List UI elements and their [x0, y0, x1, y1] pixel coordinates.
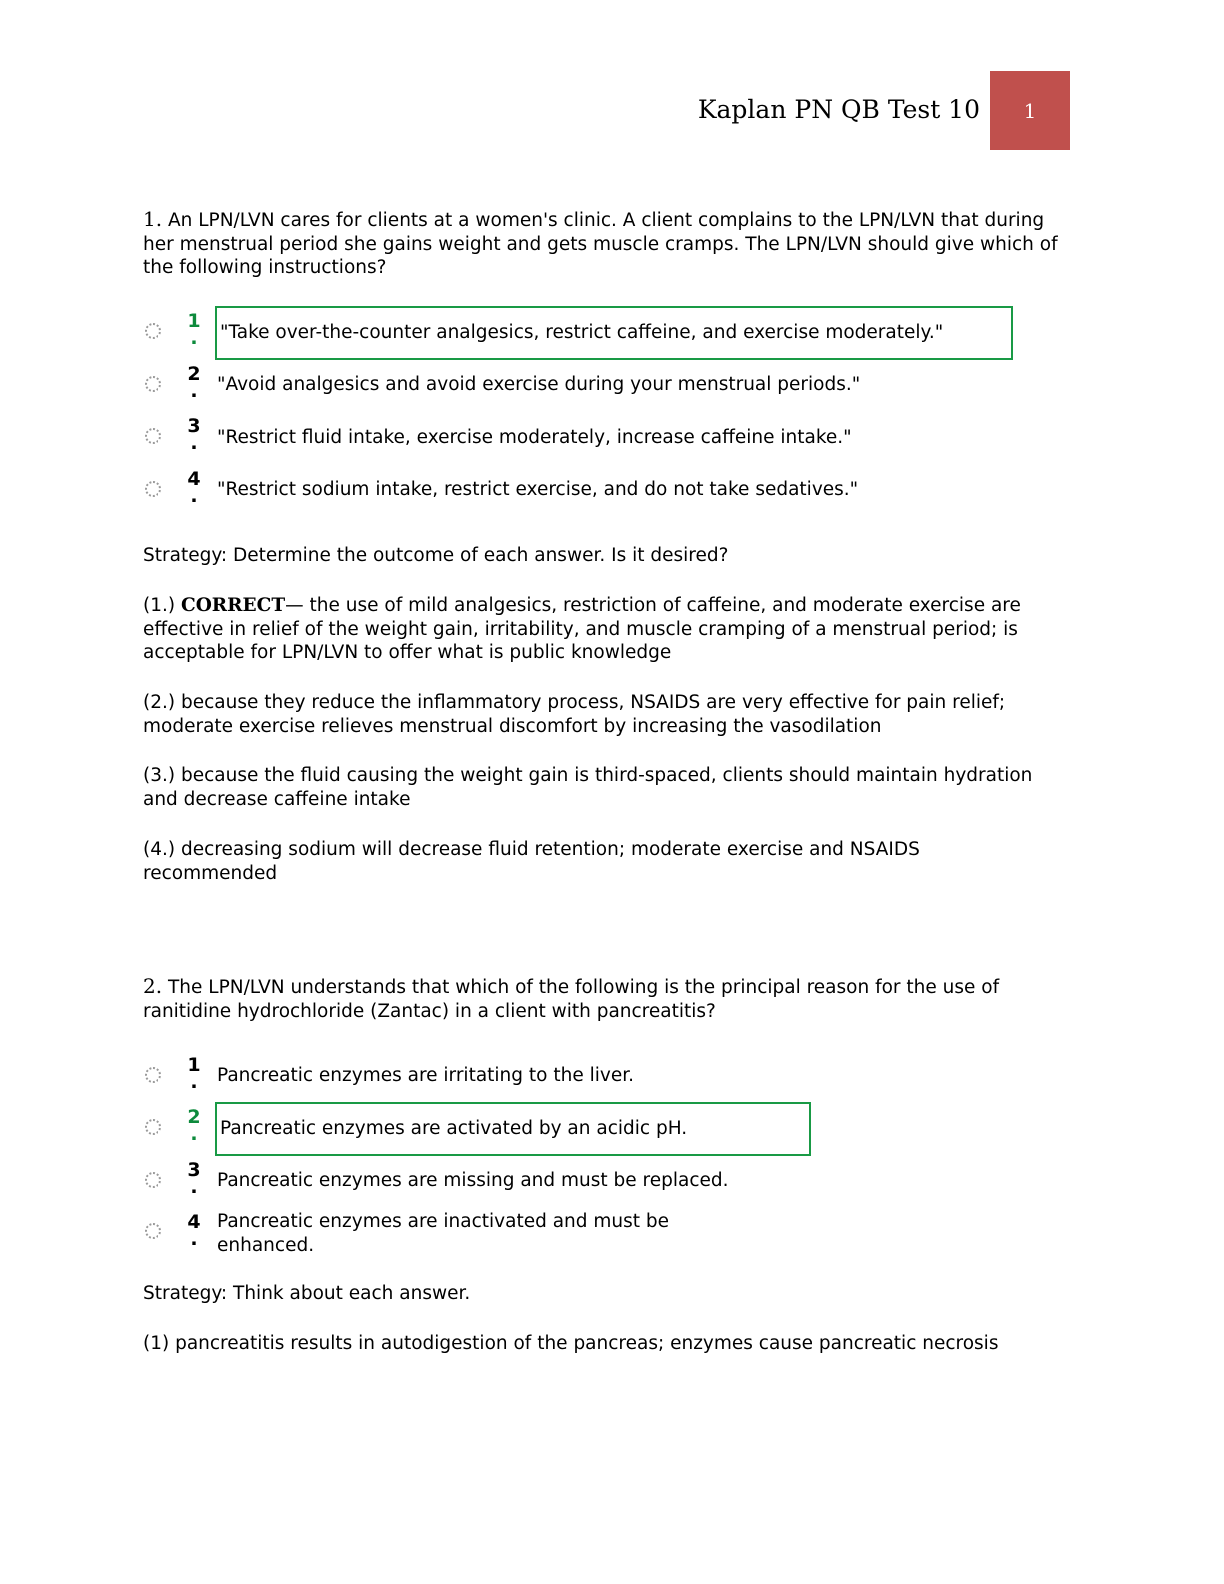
q2-option-2-number: 2 .	[187, 1106, 201, 1145]
q2-option-1-radio[interactable]	[145, 1067, 161, 1083]
q1-option-3-text[interactable]: "Restrict fluid intake, exercise moderately, increase caffeine intake."	[217, 427, 852, 448]
q1-option-1-correct-box[interactable]	[215, 306, 1013, 360]
q2-option-2-text: Pancreatic enzymes are activated by an acidic pH.	[220, 1118, 688, 1140]
q1-option-1-text: "Take over-the-counter analgesics, restrict caffeine, and exercise moderately."	[220, 322, 944, 344]
q1-rationale-4: (4.) decreasing sodium will decrease fluid retention; moderate exercise and NSAIDS recommended	[143, 839, 920, 884]
q2-strategy: Strategy: Think about each answer.	[143, 1283, 471, 1304]
q2-option-2-radio[interactable]	[145, 1119, 161, 1135]
q1-strategy: Strategy: Determine the outcome of each answer. Is it desired?	[143, 545, 729, 566]
q1-rationale-1-text: — the use of mild analgesics, restriction of caffeine, and moderate exercise are effective in relief of the weight gain, irritability, and muscle cramping of a menstrual period; is acceptable for LPN/LVN to offer what is public knowledge	[143, 595, 1021, 663]
q2-option-4-number: 4 .	[187, 1211, 201, 1250]
question-1	[143, 208, 1078, 280]
header-title: Kaplan PN QB Test 10	[697, 95, 980, 124]
q2-option-4-radio[interactable]	[145, 1223, 161, 1239]
question-1-number: 1.	[143, 207, 163, 231]
q1-option-2-text[interactable]: "Avoid analgesics and avoid exercise during your menstrual periods."	[217, 374, 861, 395]
q1-rationale-1-prefix: (1.)	[143, 595, 181, 616]
q2-option-3-number: 3 .	[187, 1159, 201, 1198]
q1-option-2-radio[interactable]	[145, 376, 161, 392]
q1-option-3-radio[interactable]	[145, 428, 161, 444]
q1-rationale-1-correct-label: CORRECT	[180, 595, 286, 616]
q1-option-1-radio[interactable]	[145, 323, 161, 339]
q2-option-2-correct-box[interactable]	[215, 1102, 811, 1156]
q1-option-1-number: 1 .	[187, 310, 201, 349]
q2-rationale-1: (1) pancreatitis results in autodigestion of the pancreas; enzymes cause pancreatic necrosis	[143, 1333, 999, 1354]
question-2	[143, 975, 1078, 1023]
q1-option-4-text[interactable]: "Restrict sodium intake, restrict exercise, and do not take sedatives."	[217, 479, 859, 500]
q1-option-4-number: 4 .	[187, 468, 201, 507]
question-2-text: The LPN/LVN understands that which of the following is the principal reason for the use of ranitidine hydrochloride (Zantac) in a client with pancreatitis?	[143, 977, 1000, 1022]
q2-option-3-radio[interactable]	[145, 1172, 161, 1188]
question-1-text: An LPN/LVN cares for clients at a women's clinic. A client complains to the LPN/LVN that during her menstrual period she gains weight and gets muscle cramps. The LPN/LVN should give which of the following instructions?	[143, 210, 1058, 278]
page-number-badge	[990, 71, 1070, 150]
q2-option-3-text[interactable]: Pancreatic enzymes are missing and must be replaced.	[217, 1170, 729, 1191]
q2-option-1-number: 1 .	[187, 1054, 201, 1093]
q1-rationale-3: (3.) because the fluid causing the weight gain is third-spaced, clients should maintain hydration and decrease caffeine intake	[143, 765, 1033, 810]
question-2-number: 2.	[143, 974, 163, 998]
q1-option-3-number: 3 .	[187, 415, 201, 454]
q1-rationale-1	[143, 594, 1078, 665]
q2-option-1-text[interactable]: Pancreatic enzymes are irritating to the liver.	[217, 1065, 634, 1086]
q2-option-4-text[interactable]: Pancreatic enzymes are inactivated and must be enhanced.	[217, 1211, 670, 1256]
q1-rationale-2: (2.) because they reduce the inflammatory process, NSAIDS are very effective for pain relief; moderate exercise relieves menstrual discomfort by increasing the vasodilation	[143, 692, 1006, 737]
page-number: 1	[1023, 98, 1037, 123]
q1-option-4-radio[interactable]	[145, 481, 161, 497]
q1-option-2-number: 2 .	[187, 363, 201, 402]
